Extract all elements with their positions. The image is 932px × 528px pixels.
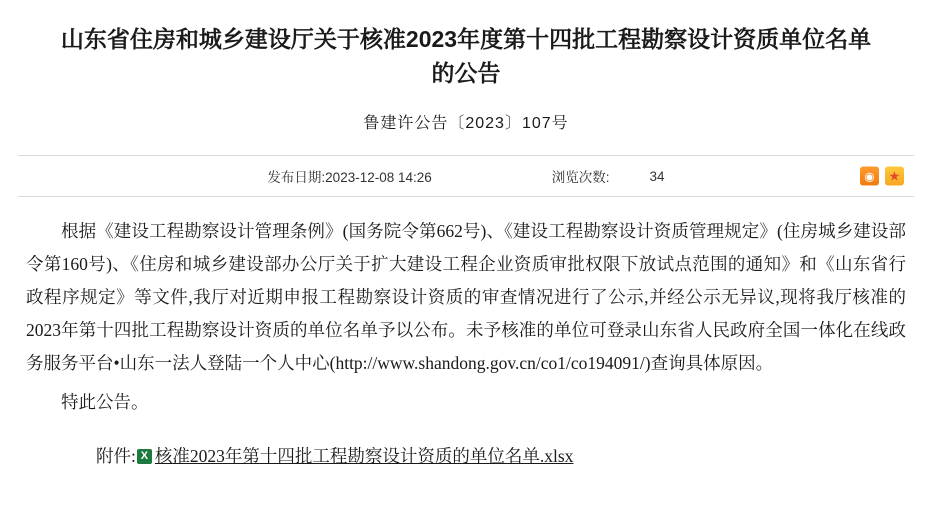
eye-icon[interactable]: ◉ xyxy=(860,167,879,186)
page-title: 山东省住房和城乡建设厅关于核准2023年度第十四批工程勘察设计资质单位名单的公告 xyxy=(60,26,872,86)
meta-bar xyxy=(18,156,914,196)
xlsx-file-icon xyxy=(137,449,152,464)
paragraph-closing: 特此公告。 xyxy=(61,392,149,412)
views-label: 浏览次数: xyxy=(551,170,610,185)
meta-icon-group xyxy=(860,167,904,186)
attachment-row xyxy=(18,425,914,471)
attachment-link[interactable]: 核准2023年第十四批工程勘察设计资质的单位名单.xlsx xyxy=(154,446,574,466)
paragraph-main: 根据《建设工程勘察设计管理条例》(国务院令第662号)、《建设工程勘察设计资质管理规定》(住房城乡建设部令第160号)、《住房和城乡建设部办公厅关于扩大建设工程企业资质审批权限下放试点范围的通知》和《山东省行政程序规定》等文件,我厅对近期申报工程勘察设计资质的审查情况进行了公示,并经公示无异议,现将我厅核准的2023年第十四批工程勘察设计资质的单位名单予以公布。未予核准的单位可登录山东省人民政府全国一体化在线政务服务平台•山东一法人登陆一个人中心(http://www.shandong.gov.cn/co1/co194091/)查询具体原因。 xyxy=(26,221,906,373)
publish-date: 发布日期:2023-12-08 14:26 xyxy=(267,170,432,185)
attachment-label: 附件: xyxy=(96,446,136,466)
document-number: 鲁建许公告〔2023〕107号 xyxy=(363,115,569,132)
views-count: 34 xyxy=(649,168,665,184)
article-body xyxy=(18,197,914,419)
star-icon[interactable]: ★ xyxy=(885,167,904,186)
